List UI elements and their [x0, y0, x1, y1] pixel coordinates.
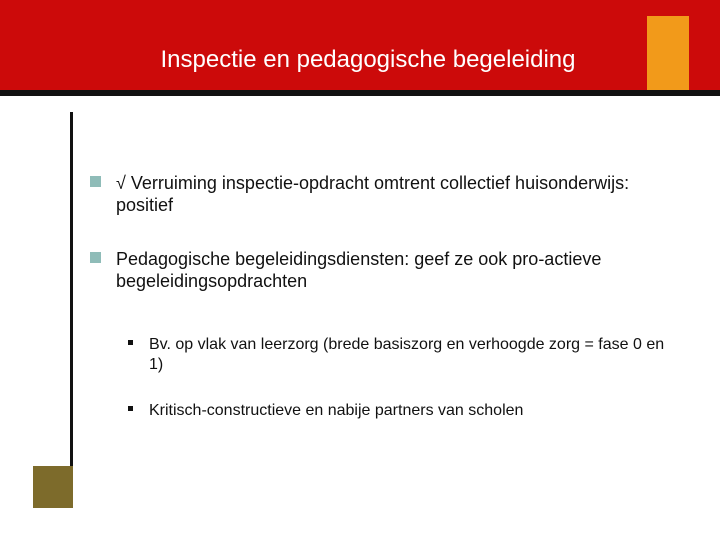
- sub-bullet-text: Kritisch-constructieve en nabije partners van scholen: [149, 402, 524, 419]
- sub-bullet-marker: [128, 406, 133, 411]
- left-vertical-rule: [70, 112, 73, 508]
- bullet-marker: [90, 252, 101, 263]
- bullet-text: √ Verruiming inspectie-opdracht omtrent collectief huisonderwijs: positief: [116, 173, 630, 215]
- slide-title: Inspectie en pedagogische begeleiding: [160, 46, 576, 73]
- sub-bullet-text: Bv. op vlak van leerzorg (brede basiszorg en verhoogde zorg = fase 0 en 1): [149, 336, 665, 373]
- title-bar-underline: [0, 90, 720, 96]
- title-bar: [0, 0, 720, 90]
- sub-bullet-marker: [128, 340, 133, 345]
- bullet-marker: [90, 176, 101, 187]
- bullet-text: Pedagogische begeleidingsdiensten: geef ze ook pro-actieve begeleidingsopdrachten: [116, 249, 602, 291]
- corner-square: [33, 466, 73, 508]
